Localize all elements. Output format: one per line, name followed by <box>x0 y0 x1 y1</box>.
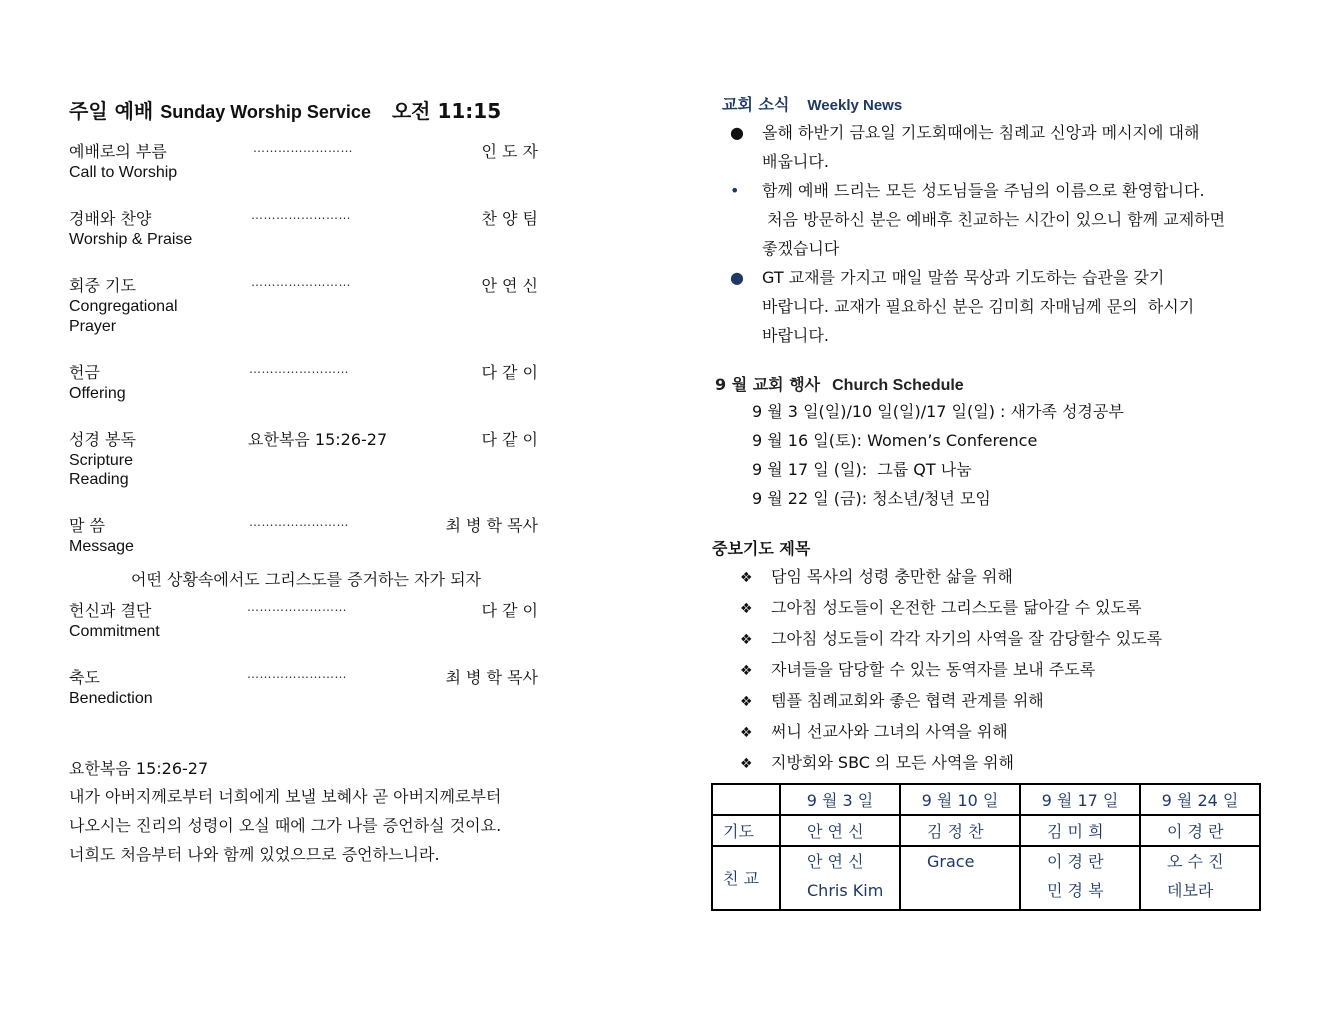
news-line: 처음 방문하신 분은 예배후 친교하는 시간이 있으니 함께 교제하면 <box>762 210 1226 229</box>
schedule-item: 9 월 22 일 (금): 청소년/청년 모임 <box>752 489 991 508</box>
schedule-item: 9 월 17 일 (일): 그룹 QT 나눔 <box>752 460 972 479</box>
order-item-leader: 최 병 학 목사 <box>445 668 538 687</box>
prayer-duty-cell: 김 정 찬 <box>900 815 1020 846</box>
order-item-leader: 다 같 이 <box>481 363 538 382</box>
order-item-en: Offering <box>69 385 126 402</box>
order-item-en: Congregational <box>69 298 178 315</box>
weekly-news-heading <box>722 92 902 115</box>
service-title-en: Sunday Worship Service <box>160 102 371 122</box>
order-item-leader: 안 연 신 <box>481 276 538 295</box>
order-item-leader: 다 같 이 <box>481 601 538 620</box>
order-item-leader: 최 병 학 목사 <box>445 516 538 535</box>
prayer-item-text: 그아침 성도들이 각각 자기의 사역을 잘 감당할수 있도록 <box>771 629 1163 648</box>
order-item-dots: …………………… <box>251 275 351 289</box>
order-item-ko: 축도 <box>69 668 100 687</box>
prayer-item <box>740 748 1162 779</box>
verse-line: 너희도 처음부터 나와 함께 있었으므로 증언하느니라. <box>69 845 440 864</box>
fellowship-duty-cell <box>1140 846 1260 910</box>
order-item-ko: 말 씀 <box>69 516 105 535</box>
verse-text <box>69 782 501 869</box>
fellowship-name: 데보라 <box>1167 881 1214 900</box>
bullet-icon: ● <box>730 123 744 142</box>
date-header: 9 월 3 일 <box>780 784 900 815</box>
prayer-list <box>740 562 1162 779</box>
order-item-leader: 인 도 자 <box>481 142 538 161</box>
sermon-title: 어떤 상황속에서도 그리스도를 증거하는 자가 되자 <box>131 570 482 589</box>
prayer-duty-cell: 안 연 신 <box>780 815 900 846</box>
diamond-bullet-icon: ❖ <box>740 601 753 617</box>
fellowship-name: Chris Kim <box>807 881 884 900</box>
order-item-dots: …………………… <box>251 208 351 222</box>
diamond-bullet-icon: ❖ <box>740 694 753 710</box>
order-item-en: Call to Worship <box>69 164 178 181</box>
order-item-dots: …………………… <box>253 141 353 155</box>
order-item-ko: 헌신과 결단 <box>69 601 152 620</box>
fellowship-name: 안 연 신 <box>807 852 864 871</box>
order-item-leader: 다 같 이 <box>481 430 538 449</box>
news-line: 올해 하반기 금요일 기도회때에는 침례교 신앙과 메시지에 대해 <box>762 123 1200 142</box>
order-item-dots: …………………… <box>249 362 349 376</box>
schedule-title-ko: 9 월 교회 행사 <box>715 375 821 394</box>
table-row <box>712 815 1260 846</box>
row-label-fellowship: 친 교 <box>712 846 780 910</box>
duty-roster-table <box>711 783 1261 911</box>
order-item-ko: 회중 기도 <box>69 276 136 295</box>
order-item-dots: …………………… <box>249 515 349 529</box>
table-header-row <box>712 784 1260 815</box>
order-item-ko: 경배와 찬양 <box>69 209 152 228</box>
fellowship-duty-cell <box>1020 846 1140 910</box>
news-line: 바랍니다. <box>762 326 829 345</box>
fellowship-name: 오 수 진 <box>1167 852 1224 871</box>
news-title-ko: 교회 소식 <box>722 95 790 114</box>
date-header: 9 월 17 일 <box>1020 784 1140 815</box>
fellowship-duty-cell <box>780 846 900 910</box>
fellowship-duty-cell <box>900 846 1020 910</box>
news-line: GT 교재를 가지고 매일 말씀 묵상과 기도하는 습관을 갖기 <box>762 268 1165 287</box>
service-title-ko: 주일 예배 <box>69 99 154 123</box>
news-title-en: Weekly News <box>807 97 903 114</box>
schedule-list <box>752 397 1124 513</box>
news-item <box>722 176 1225 263</box>
order-item-ko: 성경 봉독 <box>69 430 136 449</box>
news-line: 바랍니다. 교재가 필요하신 분은 김미희 자매님께 문의 하시기 <box>762 297 1195 316</box>
schedule-item: 9 월 3 일(일)/10 일(일)/17 일(일) : 새가족 성경공부 <box>752 402 1124 421</box>
order-item-en: Message <box>69 538 134 555</box>
verse-reference: 요한복음 15:26-27 <box>69 759 209 778</box>
prayer-item <box>740 593 1162 624</box>
news-item <box>722 118 1225 176</box>
news-line: 함께 예배 드리는 모든 성도님들을 주님의 이름으로 환영합니다. <box>762 181 1205 200</box>
fellowship-name: 민 경 복 <box>1047 881 1104 900</box>
schedule-heading <box>715 372 964 395</box>
verse-line: 나오시는 진리의 성령이 오실 때에 그가 나를 증언하실 것이요. <box>69 816 502 835</box>
row-label-prayer: 기도 <box>712 815 780 846</box>
prayer-item <box>740 655 1162 686</box>
order-item-en: Worship & Praise <box>69 231 193 248</box>
order-item-en: Commitment <box>69 623 160 640</box>
prayer-item-text: 그아침 성도들이 온전한 그리스도를 닮아갈 수 있도록 <box>771 598 1142 617</box>
order-item-en: Benediction <box>69 690 153 707</box>
diamond-bullet-icon: ❖ <box>740 570 753 586</box>
prayer-duty-cell: 김 미 희 <box>1020 815 1140 846</box>
prayer-duty-cell: 이 경 란 <box>1140 815 1260 846</box>
table-row <box>712 846 1260 910</box>
prayer-item-text: 지방회와 SBC 의 모든 사역을 위해 <box>771 753 1014 772</box>
prayer-item <box>740 562 1162 593</box>
order-item-ko: 헌금 <box>69 363 100 382</box>
order-item-dots: …………………… <box>247 667 347 681</box>
bullet-icon: • <box>730 181 740 200</box>
diamond-bullet-icon: ❖ <box>740 725 753 741</box>
diamond-bullet-icon: ❖ <box>740 756 753 772</box>
order-item-ko: 예배로의 부름 <box>69 142 167 161</box>
diamond-bullet-icon: ❖ <box>740 663 753 679</box>
prayer-item-text: 자녀들을 담당할 수 있는 동역자를 보내 주도록 <box>771 660 1096 679</box>
prayer-heading: 중보기도 제목 <box>712 539 811 558</box>
fellowship-name: Grace <box>927 852 975 871</box>
service-time: 오전 11:15 <box>391 99 502 123</box>
date-header: 9 월 10 일 <box>900 784 1020 815</box>
prayer-item-text: 담임 목사의 성령 충만한 삶을 위해 <box>771 567 1013 586</box>
service-title <box>69 95 501 124</box>
date-header: 9 월 24 일 <box>1140 784 1260 815</box>
bullet-icon: ● <box>730 268 744 287</box>
prayer-item-text: 템플 침례교회와 좋은 협력 관계를 위해 <box>771 691 1044 710</box>
prayer-item <box>740 624 1162 655</box>
order-item-dots: …………………… <box>247 600 347 614</box>
news-line: 배웁니다. <box>762 152 829 171</box>
news-item <box>722 263 1225 350</box>
scripture-reference: 요한복음 15:26-27 <box>248 430 388 449</box>
diamond-bullet-icon: ❖ <box>740 632 753 648</box>
order-item-leader: 찬 양 팀 <box>481 209 538 228</box>
prayer-item <box>740 717 1162 748</box>
order-item-en-2: Reading <box>69 471 129 488</box>
schedule-item: 9 월 16 일(토): Women’s Conference <box>752 431 1038 450</box>
verse-line: 내가 아버지께로부터 너희에게 보낼 보혜사 곧 아버지께로부터 <box>69 787 502 806</box>
order-item-en-2: Prayer <box>69 318 117 335</box>
table-cell-empty <box>712 784 780 815</box>
order-item-en: Scripture <box>69 452 134 469</box>
prayer-item-text: 써니 선교사와 그녀의 사역을 위해 <box>771 722 1008 741</box>
weekly-news-list <box>722 118 1225 350</box>
news-line: 좋겠습니다 <box>762 239 840 258</box>
fellowship-name: 이 경 란 <box>1047 852 1104 871</box>
schedule-title-en: Church Schedule <box>832 377 964 394</box>
prayer-item <box>740 686 1162 717</box>
